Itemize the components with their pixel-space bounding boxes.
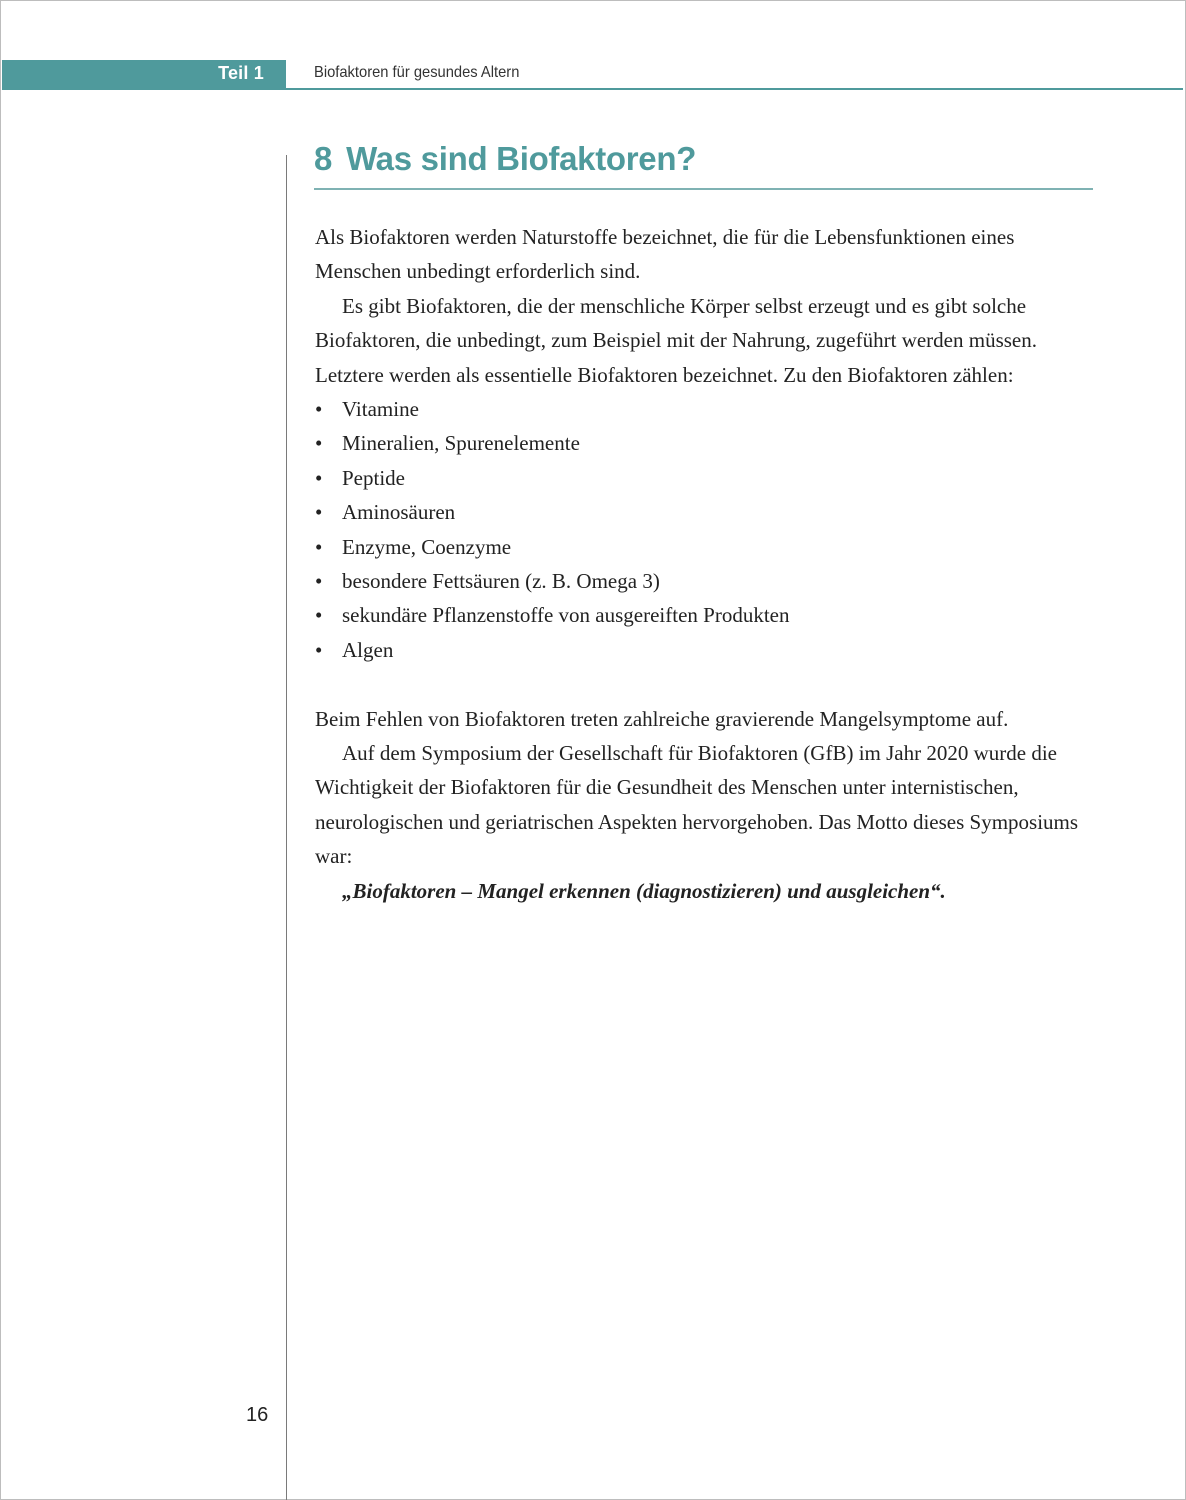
list-item: • besondere Fettsäuren (z. B. Omega 3) [315,564,1095,598]
bullet-icon: • [315,431,323,456]
bullet-icon: • [315,603,323,628]
body-text [315,220,1095,908]
chapter-title: Was sind Biofaktoren? [346,140,697,177]
chapter-number: 8 [314,140,333,177]
bullet-icon: • [315,569,323,594]
heading-rule [314,188,1093,190]
header-band [2,60,286,90]
paragraph-deficiency: Beim Fehlen von Biofaktoren treten zahlreiche gravierende Mangelsymptome auf. [315,706,1009,731]
biofactor-list [315,392,1095,667]
symposium-motto: „Biofaktoren – Mangel erkennen (diagnostizieren) und ausgleichen“. [342,878,946,903]
list-item: • Enzyme, Coenzyme [315,530,1095,564]
margin-rule [286,155,287,1500]
list-item: • Mineralien, Spurenelemente [315,426,1095,460]
paragraph-spacer [315,667,1095,701]
list-item: • Peptide [315,461,1095,495]
bullet-icon: • [315,465,323,490]
list-item: • Aminosäuren [315,495,1095,529]
page-number: 16 [246,1404,269,1426]
paragraph-intro: Als Biofaktoren werden Naturstoffe bezeichnet, die für die Lebensfunktionen eines Menschen unbedingt erforderlich sind. [315,225,1015,284]
part-label: Teil 1 [218,63,264,83]
paragraph-essential: Es gibt Biofaktoren, die der menschliche Körper selbst erzeugt und es gibt solche Biofaktoren, die unbedingt, zum Beispiel mit der Nahrung, zugeführt werden müssen. Letztere werden als essentielle Biofaktoren bezeichnet. Zu den Biofaktoren zählen: [315,293,1037,387]
bullet-icon: • [315,534,323,559]
list-item: • sekundäre Pflanzenstoffe von ausgereiften Produkten [315,598,1095,632]
running-title: Biofaktoren für gesundes Altern [314,64,520,81]
paragraph-symposium: Auf dem Symposium der Gesellschaft für Biofaktoren (GfB) im Jahr 2020 wurde die Wichtigkeit der Biofaktoren für die Gesundheit des Menschen unter internistischen, neurologischen und geriatrischen Aspekten hervorgehoben. Das Motto dieses Symposiums war: [315,741,1079,869]
bullet-icon: • [315,637,323,662]
list-item: • Algen [315,633,1095,667]
bullet-icon: • [315,500,323,525]
chapter-heading [314,140,1094,178]
list-item: • Vitamine [315,392,1095,426]
bullet-icon: • [315,397,323,422]
header-rule [286,88,1183,90]
